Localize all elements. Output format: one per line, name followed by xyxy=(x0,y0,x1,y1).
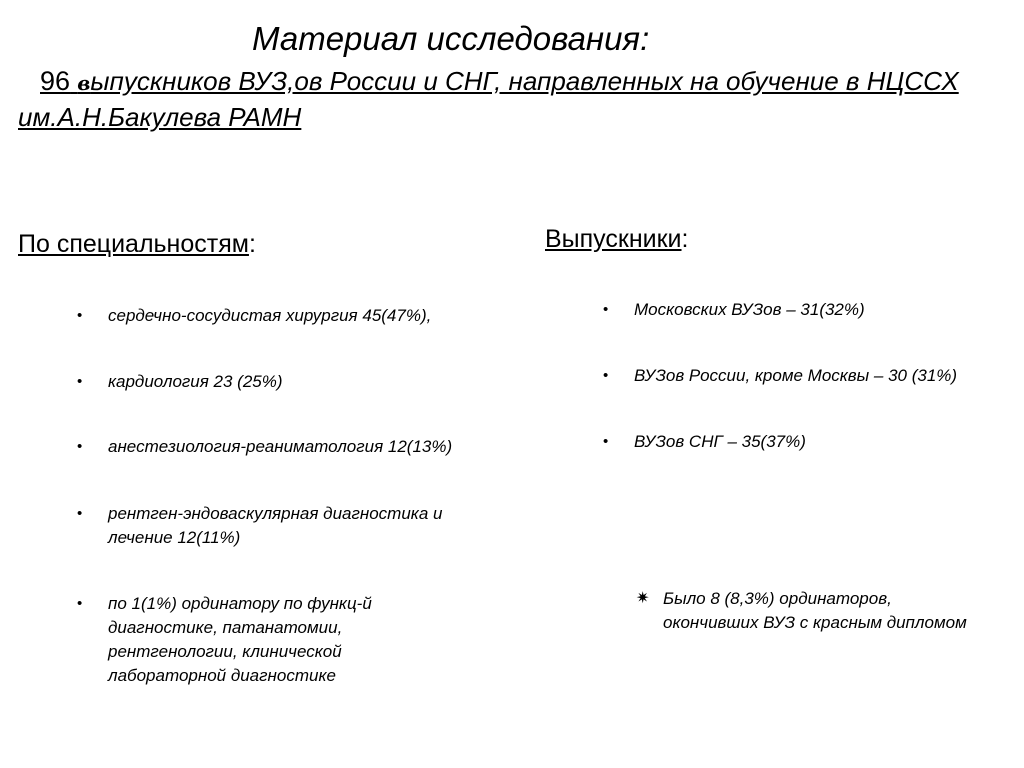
specialty-text: сердечно-сосудистая хирургия 45(47%), xyxy=(108,306,432,325)
title-colon: : xyxy=(640,20,650,57)
bullet-icon: • xyxy=(77,307,83,324)
graduates-heading-label: Выпускники xyxy=(545,225,682,253)
bullet-icon: • xyxy=(77,438,83,455)
list-item xyxy=(77,370,457,394)
bullet-icon: • xyxy=(603,433,609,450)
bullet-icon: • xyxy=(603,367,609,384)
bullet-icon: • xyxy=(77,505,83,522)
specialties-heading-label: По специальностям xyxy=(18,230,249,258)
graduates-text: ВУЗов России, кроме Москвы – 30 (31%) xyxy=(634,366,958,385)
slide-subtitle xyxy=(18,64,978,134)
subtitle-rest: ыпускников ВУЗ,ов России и СНГ, направленных на обучение в НЦССХ им.А.Н.Бакулева РАМН xyxy=(18,66,959,132)
list-item xyxy=(77,304,457,328)
list-item xyxy=(603,364,983,388)
graduates-text: ВУЗов СНГ – 35(37%) xyxy=(634,432,806,451)
slide-title xyxy=(252,20,649,58)
specialties-heading-colon: : xyxy=(248,230,256,258)
subtitle-number: 96 xyxy=(40,66,71,96)
list-item xyxy=(77,435,457,459)
list-item xyxy=(603,430,983,454)
list-item xyxy=(77,502,457,550)
specialty-text: анестезиология-реаниматология 12(13%) xyxy=(108,437,453,456)
bullet-icon: • xyxy=(77,595,83,612)
graduates-text: Московских ВУЗов – 31(32%) xyxy=(634,300,865,319)
bullet-icon: • xyxy=(603,301,609,318)
red-diploma-note xyxy=(636,587,983,635)
note-text: Было 8 (8,3%) ординаторов, окончивших ВУЗ с красным дипломом xyxy=(663,589,967,632)
graduates-heading xyxy=(545,225,688,254)
specialties-list xyxy=(77,304,457,730)
graduates-heading-colon: : xyxy=(681,225,689,253)
graduates-list xyxy=(603,298,983,454)
specialty-text: рентген-эндоваскулярная диагностика и лечение 12(11%) xyxy=(108,504,443,547)
star-bullet-icon: ✷ xyxy=(636,590,650,607)
title-text: Материал исследования xyxy=(252,20,641,57)
specialty-text: кардиология 23 (25%) xyxy=(108,372,283,391)
specialty-text: по 1(1%) ординатору по функц-й диагностике, патанатомии, рентгенологии, клинической лабораторной диагностике xyxy=(108,594,372,685)
specialties-heading xyxy=(18,230,256,259)
list-item xyxy=(603,298,983,322)
subtitle-first-letter: в xyxy=(77,71,91,95)
list-item xyxy=(77,592,457,688)
bullet-icon: • xyxy=(77,373,83,390)
